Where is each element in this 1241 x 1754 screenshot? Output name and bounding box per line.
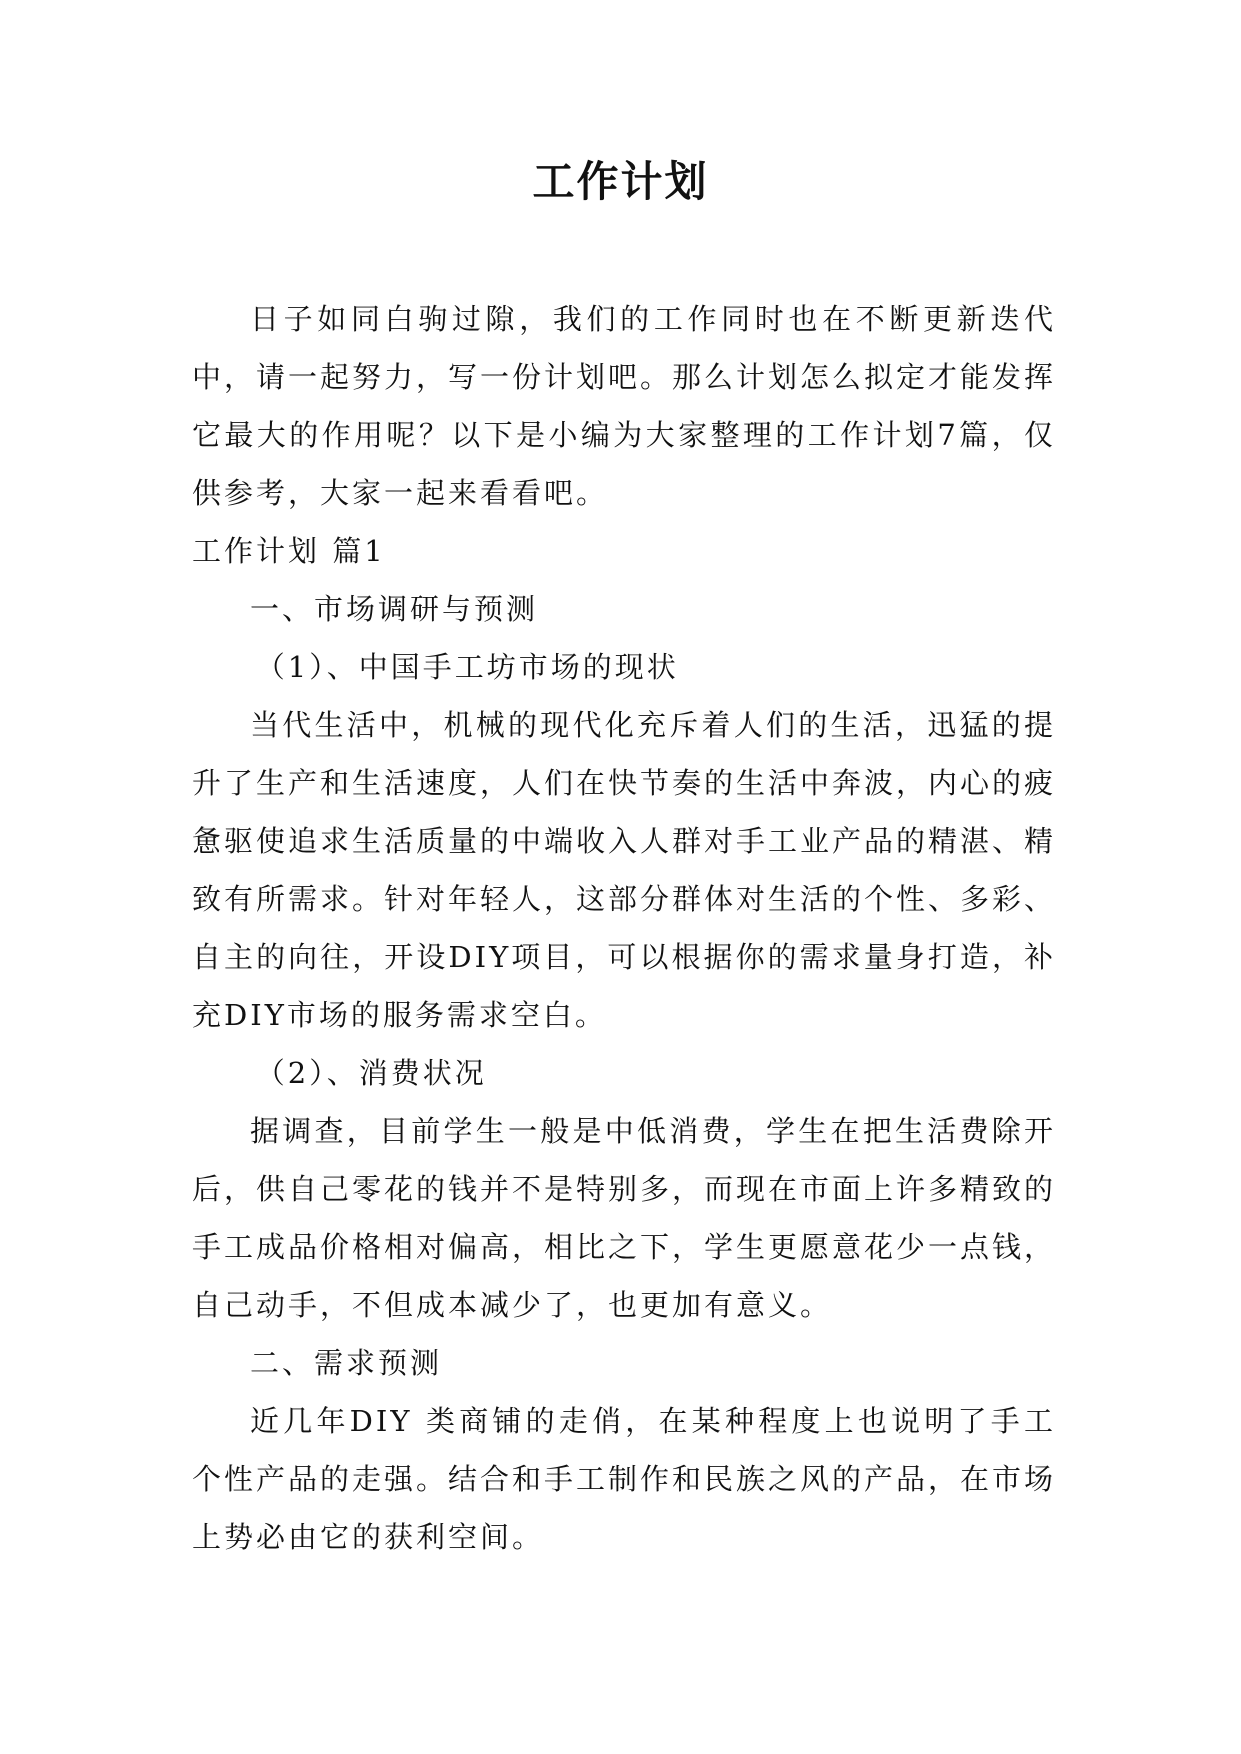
section-heading-demand-forecast: 二、需求预测 (250, 1346, 443, 1380)
subsection-heading-market-status: （1）、中国手工坊市场的现状 (255, 650, 679, 684)
intro-paragraph: 日子如同白驹过隙，我们的工作同时也在不断更新迭代中，请一起努力，写一份计划吧。那么计划怎么拟定才能发挥它最大的作用呢？以下是小编为大家整理的工作计划7篇，仅供参考，大家一起来看看吧。 (192, 302, 1057, 510)
market-status-paragraph: 当代生活中，机械的现代化充斥着人们的生活，迅猛的提升了生产和生活速度，人们在快节奏的生活中奔波，内心的疲惫驱使追求生活质量的中端收入人群对手工业产品的精湛、精致有所需求。针对年轻人，这部分群体对生活的个性、多彩、自主的向往，开设DIY项目，可以根据你的需求量身打造，补充DIY市场的服务需求空白。 (192, 708, 1057, 1032)
document-title: 工作计划 (532, 157, 709, 206)
subsection-heading-consumption: （2）、消费状况 (255, 1056, 487, 1090)
document-body (192, 290, 1056, 1566)
article-heading: 工作计划 篇1 (192, 534, 386, 568)
consumption-paragraph: 据调查，目前学生一般是中低消费，学生在把生活费除开后，供自己零花的钱并不是特别多，而现在市面上许多精致的手工成品价格相对偏高，相比之下，学生更愿意花少一点钱，自己动手，不但成本减少了，也更加有意义。 (192, 1114, 1057, 1322)
demand-forecast-paragraph: 近几年DIY 类商铺的走俏，在某种程度上也说明了手工个性产品的走强。结合和手工制作和民族之风的产品，在市场上势必由它的获利空间。 (192, 1404, 1057, 1554)
section-heading-market-research: 一、市场调研与预测 (250, 592, 539, 626)
